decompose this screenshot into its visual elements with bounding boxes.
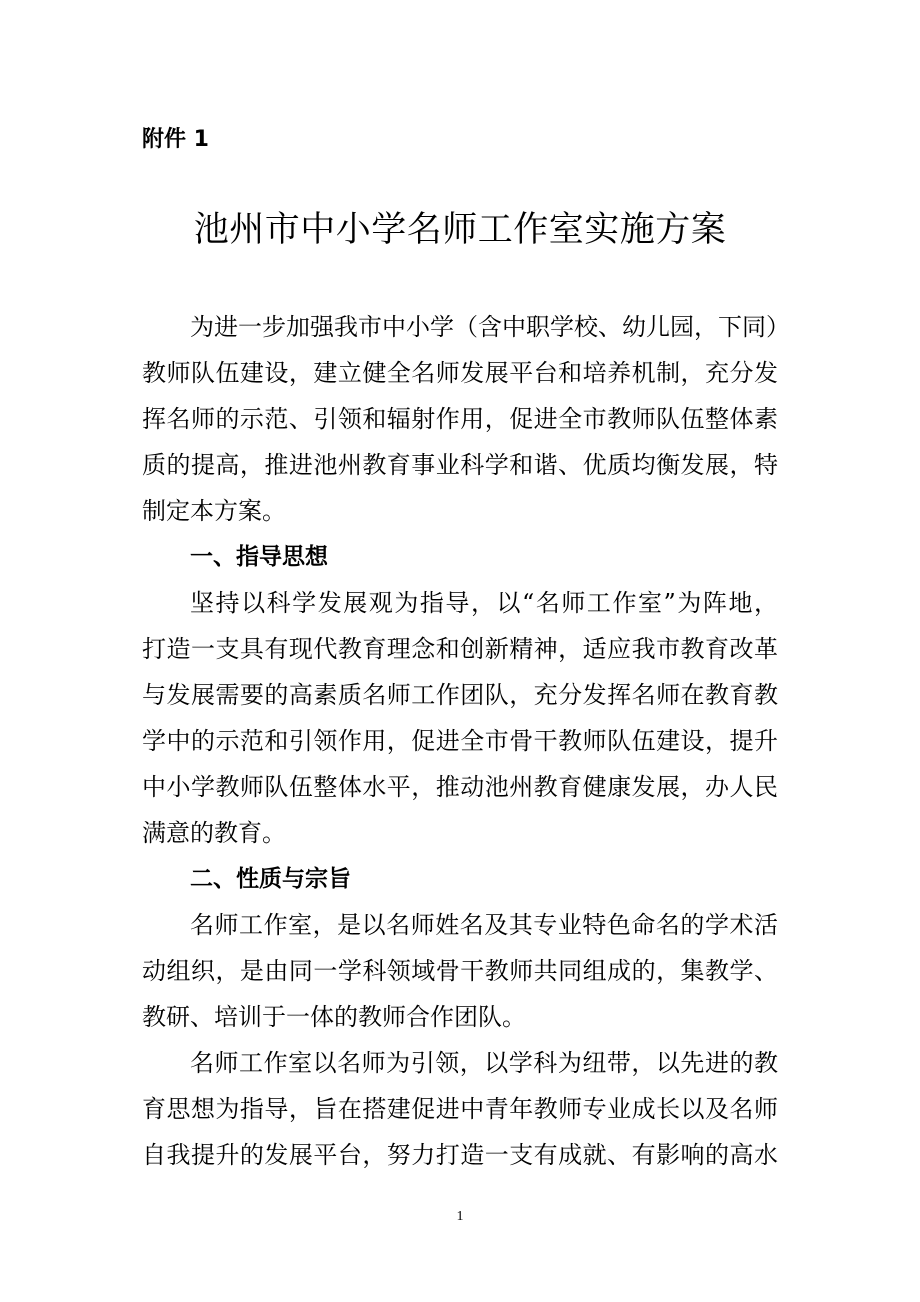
page-number: 1 — [456, 1209, 464, 1224]
paragraph-line: 与发展需要的高素质名师工作团队，充分发挥名师在教育教 — [142, 681, 778, 709]
paragraph-line: 育思想为指导，旨在搭建促进中青年教师专业成长以及名师 — [142, 1095, 778, 1123]
paragraph-line: 教研、培训于一体的教师合作团队。 — [142, 1003, 526, 1031]
paragraph-line: 坚持以科学发展观为指导，以“名师工作室”为阵地， — [190, 589, 778, 617]
intro-paragraph — [142, 304, 790, 534]
section-heading: 二、性质与宗旨 — [190, 866, 351, 892]
paragraph-line: 制定本方案。 — [142, 497, 286, 525]
section-guiding-ideology — [142, 534, 778, 856]
paragraph-line: 自我提升的发展平台，努力打造一支有成就、有影响的高水 — [142, 1141, 778, 1169]
paragraph-line: 质的提高，推进池州教育事业科学和谐、优质均衡发展，特 — [142, 451, 778, 479]
paragraph-line: 名师工作室，是以名师姓名及其专业特色命名的学术活 — [190, 911, 778, 939]
paragraph-line: 打造一支具有现代教育理念和创新精神，适应我市教育改革 — [142, 635, 778, 663]
paragraph-line: 动组织，是由同一学科领域骨干教师共同组成的，集教学、 — [142, 957, 778, 985]
section-heading: 一、指导思想 — [190, 544, 328, 570]
paragraph-line: 学中的示范和引领作用，促进全市骨干教师队伍建设，提升 — [142, 727, 778, 755]
paragraph-line: 教师队伍建设，建立健全名师发展平台和培养机制，充分发 — [142, 359, 778, 387]
paragraph-line: 中小学教师队伍整体水平，推动池州教育健康发展，办人民 — [142, 773, 778, 801]
document-title: 池州市中小学名师工作室实施方案 — [193, 210, 727, 250]
paragraph-line: 满意的教育。 — [142, 819, 286, 847]
paragraph-line: 名师工作室以名师为引领，以学科为纽带，以先进的教 — [190, 1049, 778, 1077]
section-nature-and-purpose — [142, 856, 778, 1178]
attachment-label: 附件 1 — [142, 127, 209, 152]
paragraph-line: 挥名师的示范、引领和辐射作用，促进全市教师队伍整体素 — [142, 405, 778, 433]
paragraph-line: 为进一步加强我市中小学（含中职学校、幼儿园，下同） — [190, 313, 790, 341]
